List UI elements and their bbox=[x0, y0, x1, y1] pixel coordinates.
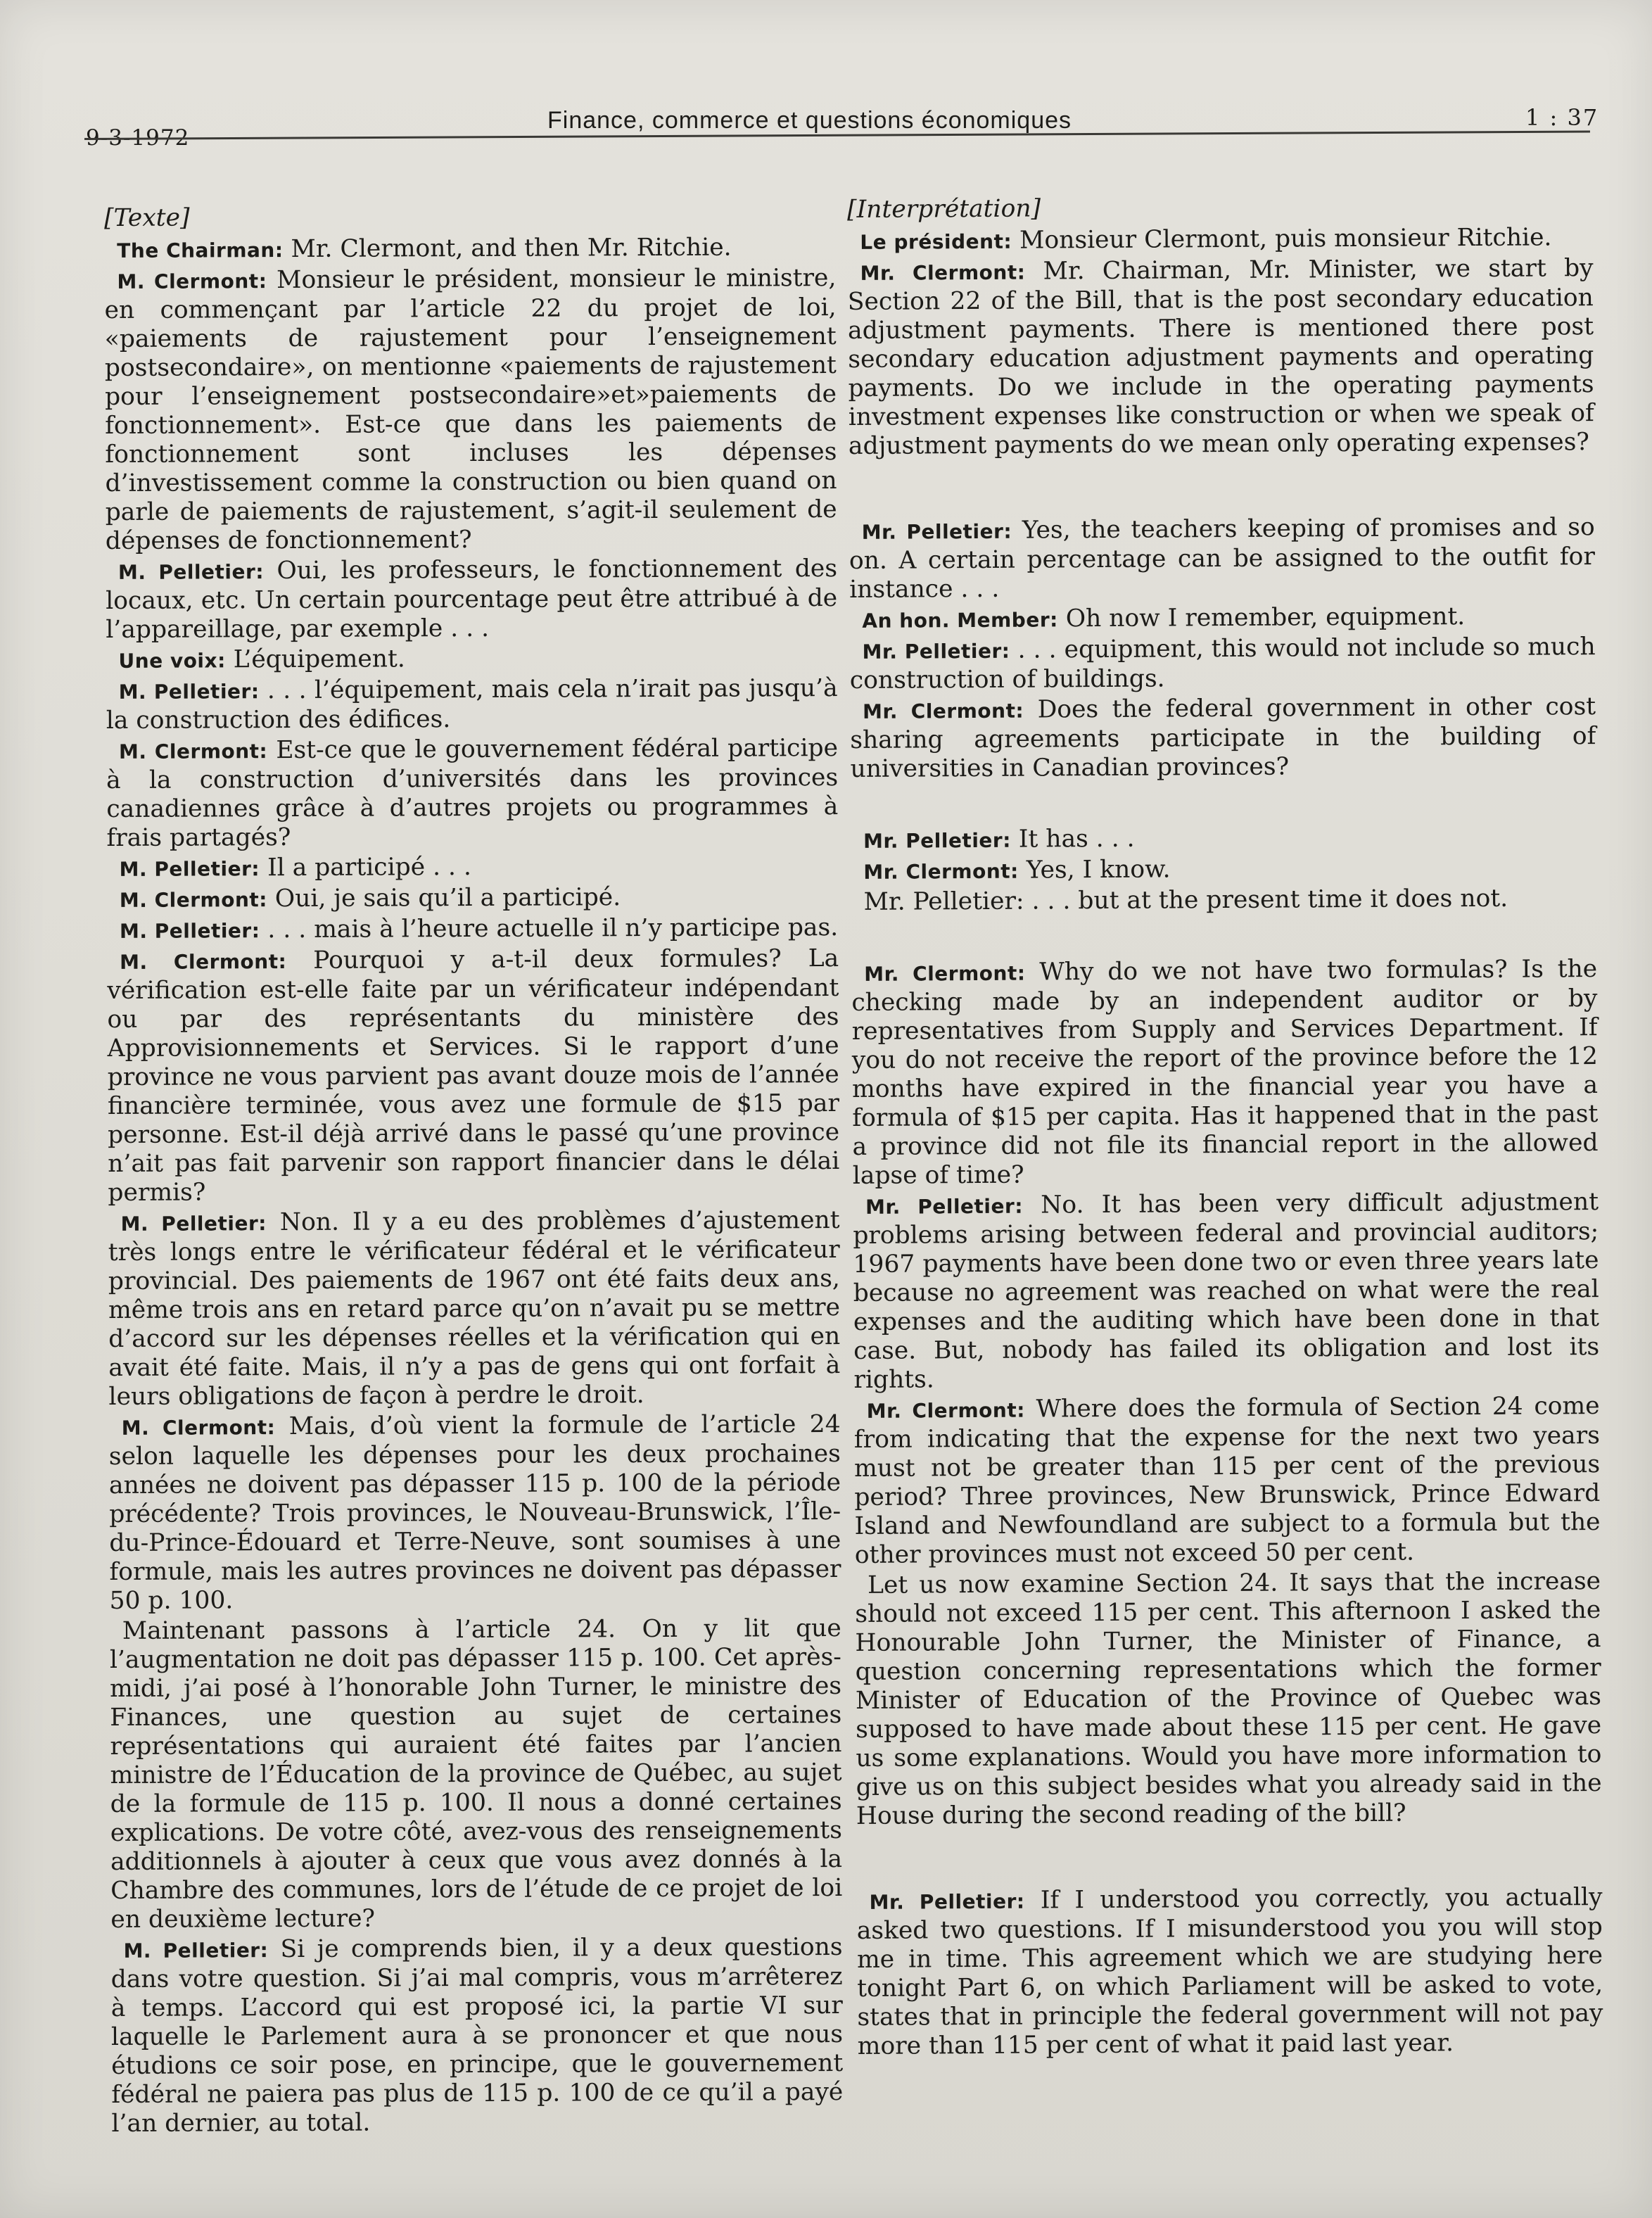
speaker-name: M. Pelletier: bbox=[119, 919, 260, 943]
speech-text: Oui, les professeurs, le fonctionnement des locaux, etc. Un certain pourcentage peut être attribué à de l’appareillage, par exemple . . . bbox=[106, 554, 838, 644]
speech-text: Where does the formula of Section 24 come from indicating that the expense for the next two years must not be greater than 115 per cent of the previous period? Three provinces, New Brunswick, Prince Edward Island and Newfoundland are subject to a formula but the other provinces must not exceed 50 per cent. bbox=[853, 1392, 1601, 1569]
fr-paragraph bbox=[106, 674, 838, 735]
speech-text: . . . equipment, this would not include so much construction of buildings. bbox=[849, 633, 1596, 695]
page-header bbox=[0, 0, 1652, 155]
en-paragraph bbox=[851, 822, 1596, 856]
spacer bbox=[849, 458, 1594, 517]
speech-text: Oui, je sais qu’il a participé. bbox=[274, 883, 621, 913]
english-column bbox=[847, 191, 1603, 2062]
speaker-name: M. Pelletier: bbox=[120, 1212, 267, 1236]
speech-text: Mr. Chairman, Mr. Minister, we start by Section 22 of the Bill, that is the post secondary education adjustment payments. There is mentioned there post secondary education adjustment payments and operating payments. Do we include in the operating payments investment expenses like construction or when we speak of adjustment payments do we mean only operating expenses? bbox=[847, 254, 1594, 460]
spacer bbox=[856, 1828, 1602, 1887]
fr-paragraph bbox=[110, 1614, 843, 1934]
fr-paragraph bbox=[107, 944, 839, 1208]
speaker-name: M. Pelletier: bbox=[118, 680, 260, 704]
speaker-name: Mr. Clermont: bbox=[864, 961, 1026, 986]
speech-text: Monsieur Clermont, puis monsieur Ritchie. bbox=[1019, 223, 1552, 255]
en-paragraph bbox=[851, 884, 1596, 917]
speaker-name: M. Clermont: bbox=[118, 740, 268, 763]
speech-text: Est-ce que le gouvernement fédéral participe à la construction d’universités dans les provinces canadiennes grâce à d’autres projets ou programmes à frais partagés? bbox=[106, 734, 839, 852]
speaker-name: Mr. Clermont: bbox=[863, 859, 1019, 884]
speech-text: . . . l’équipement, mais cela n’irait pas jusqu’à la construction des édifices. bbox=[106, 674, 838, 735]
fr-paragraph bbox=[108, 1206, 840, 1412]
speech-text: Does the federal government in other cost sharing agreements participate in the building of universities in Canadian provinces? bbox=[850, 692, 1596, 783]
en-paragraph bbox=[849, 513, 1596, 604]
speaker-name: Une voix: bbox=[118, 649, 226, 673]
fr-paragraph bbox=[104, 264, 837, 556]
fr-paragraph bbox=[107, 882, 839, 915]
en-paragraph bbox=[850, 692, 1596, 784]
en-paragraph bbox=[847, 223, 1593, 257]
fr-paragraph bbox=[106, 643, 837, 676]
header-title: Finance, commerce et questions économiques bbox=[547, 107, 1072, 134]
speaker-name: M. Clermont: bbox=[119, 888, 267, 912]
speaker-name: The Chairman: bbox=[117, 239, 284, 262]
header-date: 9-3-1972 bbox=[86, 125, 190, 151]
spacer bbox=[851, 781, 1596, 826]
en-paragraph bbox=[849, 602, 1595, 635]
header-page-number: 1 : 37 bbox=[1525, 104, 1599, 131]
fr-paragraph bbox=[109, 1410, 841, 1616]
speaker-name: Mr. Clermont: bbox=[866, 1398, 1025, 1423]
en-paragraph bbox=[847, 254, 1594, 461]
fr-paragraph bbox=[110, 1933, 843, 2138]
french-column bbox=[104, 201, 844, 2140]
speech-text: Yes, I know. bbox=[1026, 855, 1171, 885]
speaker-name: M. Pelletier: bbox=[123, 1939, 269, 1963]
speaker-name: Mr. Clermont: bbox=[863, 699, 1024, 723]
fr-paragraph bbox=[107, 913, 839, 946]
speech-text: No. It has been very difficult adjustment problems arising between federal and provincial auditors; 1967 payments have been done two or even three years late because no agreement was reached on what were the real expenses and the auditing which have been done in that case. But, nobody has failed its obligation and lost its rights. bbox=[853, 1188, 1600, 1394]
fr-paragraph bbox=[106, 554, 837, 645]
speech-text: Si je comprends bien, il y a deux questions dans votre question. Si j’ai mal compris, vous m’arrêterez à temps. L’accord qui est proposé ici, la partie VI sur laquelle le Parlement aura à se prononcer et que nous étudions ce soir pose, en principe, que le gouvernement fédéral ne paiera pas plus de 115 p. 100 de ce qu’il a payé l’an dernier, au total. bbox=[110, 1932, 844, 2138]
speaker-name: Mr. Pelletier: bbox=[862, 639, 1010, 664]
spacer bbox=[851, 914, 1597, 959]
speech-text: Mr. Clermont, and then Mr. Ritchie. bbox=[291, 233, 732, 263]
speaker-name: Mr. Pelletier: bbox=[869, 1889, 1025, 1914]
en-paragraph bbox=[850, 633, 1596, 695]
speaker-name: M. Clermont: bbox=[121, 1416, 276, 1440]
speaker-name: Mr. Pelletier: bbox=[861, 519, 1012, 544]
speaker-name: Le président: bbox=[860, 229, 1012, 254]
speech-text: Il a participé . . . bbox=[267, 853, 471, 882]
speech-text: Why do we not have two formulas? Is the checking made by an independent auditor or by representatives from Supply and Services Department. If you do not receive the report of the province before the 12 months have expired in the financial year you have a formula of $15 per capita. Has it happened that in the past a province did not file its financial report in the allowed lapse of time? bbox=[851, 955, 1599, 1190]
speaker-name: M. Clermont: bbox=[120, 950, 287, 974]
en-paragraph bbox=[855, 1567, 1602, 1831]
en-paragraph bbox=[851, 955, 1599, 1191]
speech-text: If I understood you correctly, you actually asked two questions. If I misunderstood you you will stop me in time. This agreement which we are studying here tonight Part 6, on which Parliament will be asked to vote, states that in principle the federal government will not pay more than 115 per cent of what it paid last year. bbox=[856, 1883, 1603, 2060]
section-label-interpretation: [Interprétation] bbox=[847, 194, 1041, 224]
speech-text: Let us now examine Section 24. It says that the increase should not exceed 115 per cent. This afternoon I asked the Honourable John Turner, the Minister of Finance, a question concerning representations which the former Minister of Education of the Province of Quebec was supposed to have made about these 115 per cent. He gave us some explanations. Would you have more information to give us on this subject besides what you already said in the House during the second reading of the bill? bbox=[855, 1567, 1602, 1830]
en-paragraph bbox=[853, 1188, 1600, 1395]
speech-text: Oh now I remember, equipment. bbox=[1065, 602, 1466, 633]
speech-text: Pourquoi y a-t-il deux formules? La vérification est-elle faite par un vérificateur indépendant ou par des représentants du ministère des Approvisionnements et Services. Si le rapport d’une province ne vous parvient pas avant douze mois de l’année financière terminée, vous avez une formule de $15 par personne. Est-il déjà arrivé dans le passé qu’une province n’ait pas fait parvenir son rapport financier dans le délai permis? bbox=[107, 944, 840, 1207]
speaker-name: Mr. Pelletier: bbox=[865, 1194, 1024, 1219]
speech-text: L’équipement. bbox=[233, 645, 405, 674]
en-paragraph bbox=[854, 1392, 1601, 1570]
en-paragraph bbox=[851, 853, 1596, 887]
speaker-name: M. Pelletier: bbox=[119, 857, 260, 881]
speech-text: Non. Il y a eu des problèmes d’ajustement très longs entre le vérificateur fédéral et le vérificateur provincial. Des paiements de 1967 ont été faits deux ans, même trois ans en retard parce qu’on n’avait pu se mettre d’accord sur les dépenses réelles et la vérification qui en avait été faite. Mais, il n’y a pas de gens qui ont forfait à leurs obligations de façon à perdre le droit. bbox=[108, 1205, 841, 1411]
speech-text: . . . mais à l’heure actuelle il n’y participe pas. bbox=[267, 913, 839, 944]
speech-text: Mais, d’où vient la formule de l’article 24 selon laquelle les dépenses pour les deux prochaines années ne doivent pas dépasser 115 p. 100 de la période précédente? Trois provinces, le Nouveau-Brunswick, l’Île-du-Prince-Édouard et Terre-Neuve, sont soumises à une formule, mais les autres provinces ne doivent pas dépasser 50 p. 100. bbox=[108, 1409, 841, 1615]
fr-paragraph bbox=[106, 734, 839, 853]
en-paragraph bbox=[856, 1883, 1603, 2061]
speech-text: Monsieur le président, monsieur le ministre, en commençant par l’article 22 du projet de loi, «paiements de rajustement pour l’enseignement postsecondaire», on mentionne «paiements de rajustement pour l’enseignement postsecondaire»et»paiements de fonctionnement». Est-ce que dans les paiements de fonctionnement sont incluses les dépenses d’investissement comme la construction ou bien quand on parle de paiements de rajustement, s’agit-il seulement de dépenses de fonctionnement? bbox=[104, 264, 837, 555]
fr-paragraph bbox=[104, 233, 836, 265]
speaker-name: Mr. Pelletier: bbox=[863, 828, 1011, 853]
speech-text: Yes, the teachers keeping of promises and so on. A certain percentage can be assigned to the outfit for instance . . . bbox=[849, 513, 1595, 604]
speech-text: Mr. Pelletier: . . . but at the present time it does not. bbox=[863, 884, 1508, 916]
speaker-name: Mr. Clermont: bbox=[860, 260, 1026, 285]
section-label-texte: [Texte] bbox=[104, 203, 190, 232]
fr-paragraph bbox=[107, 851, 839, 884]
speaker-name: M. Clermont: bbox=[117, 270, 267, 293]
speaker-name: An hon. Member: bbox=[862, 608, 1058, 633]
speaker-name: M. Pelletier: bbox=[117, 560, 265, 584]
speech-text: It has . . . bbox=[1018, 824, 1135, 854]
speech-text: Maintenant passons à l’article 24. On y lit que l’augmentation ne doit pas dépasser 115 p. 100. Cet après-midi, j’ai posé à l’honorable John Turner, le ministre des Finances, une question au sujet de certaines représentations qui auraient été faites par l’ancien ministre de l’Éducation de la province de Québec, au sujet de la formule de 115 p. 100. Il nous a donné certaines explications. De votre côté, avez-vous des renseignements additionnels à ajouter à ceux que vous avez donnés à la Chambre des communes, lors de l’étude de ce projet de loi en deuxième lecture? bbox=[109, 1614, 843, 1934]
